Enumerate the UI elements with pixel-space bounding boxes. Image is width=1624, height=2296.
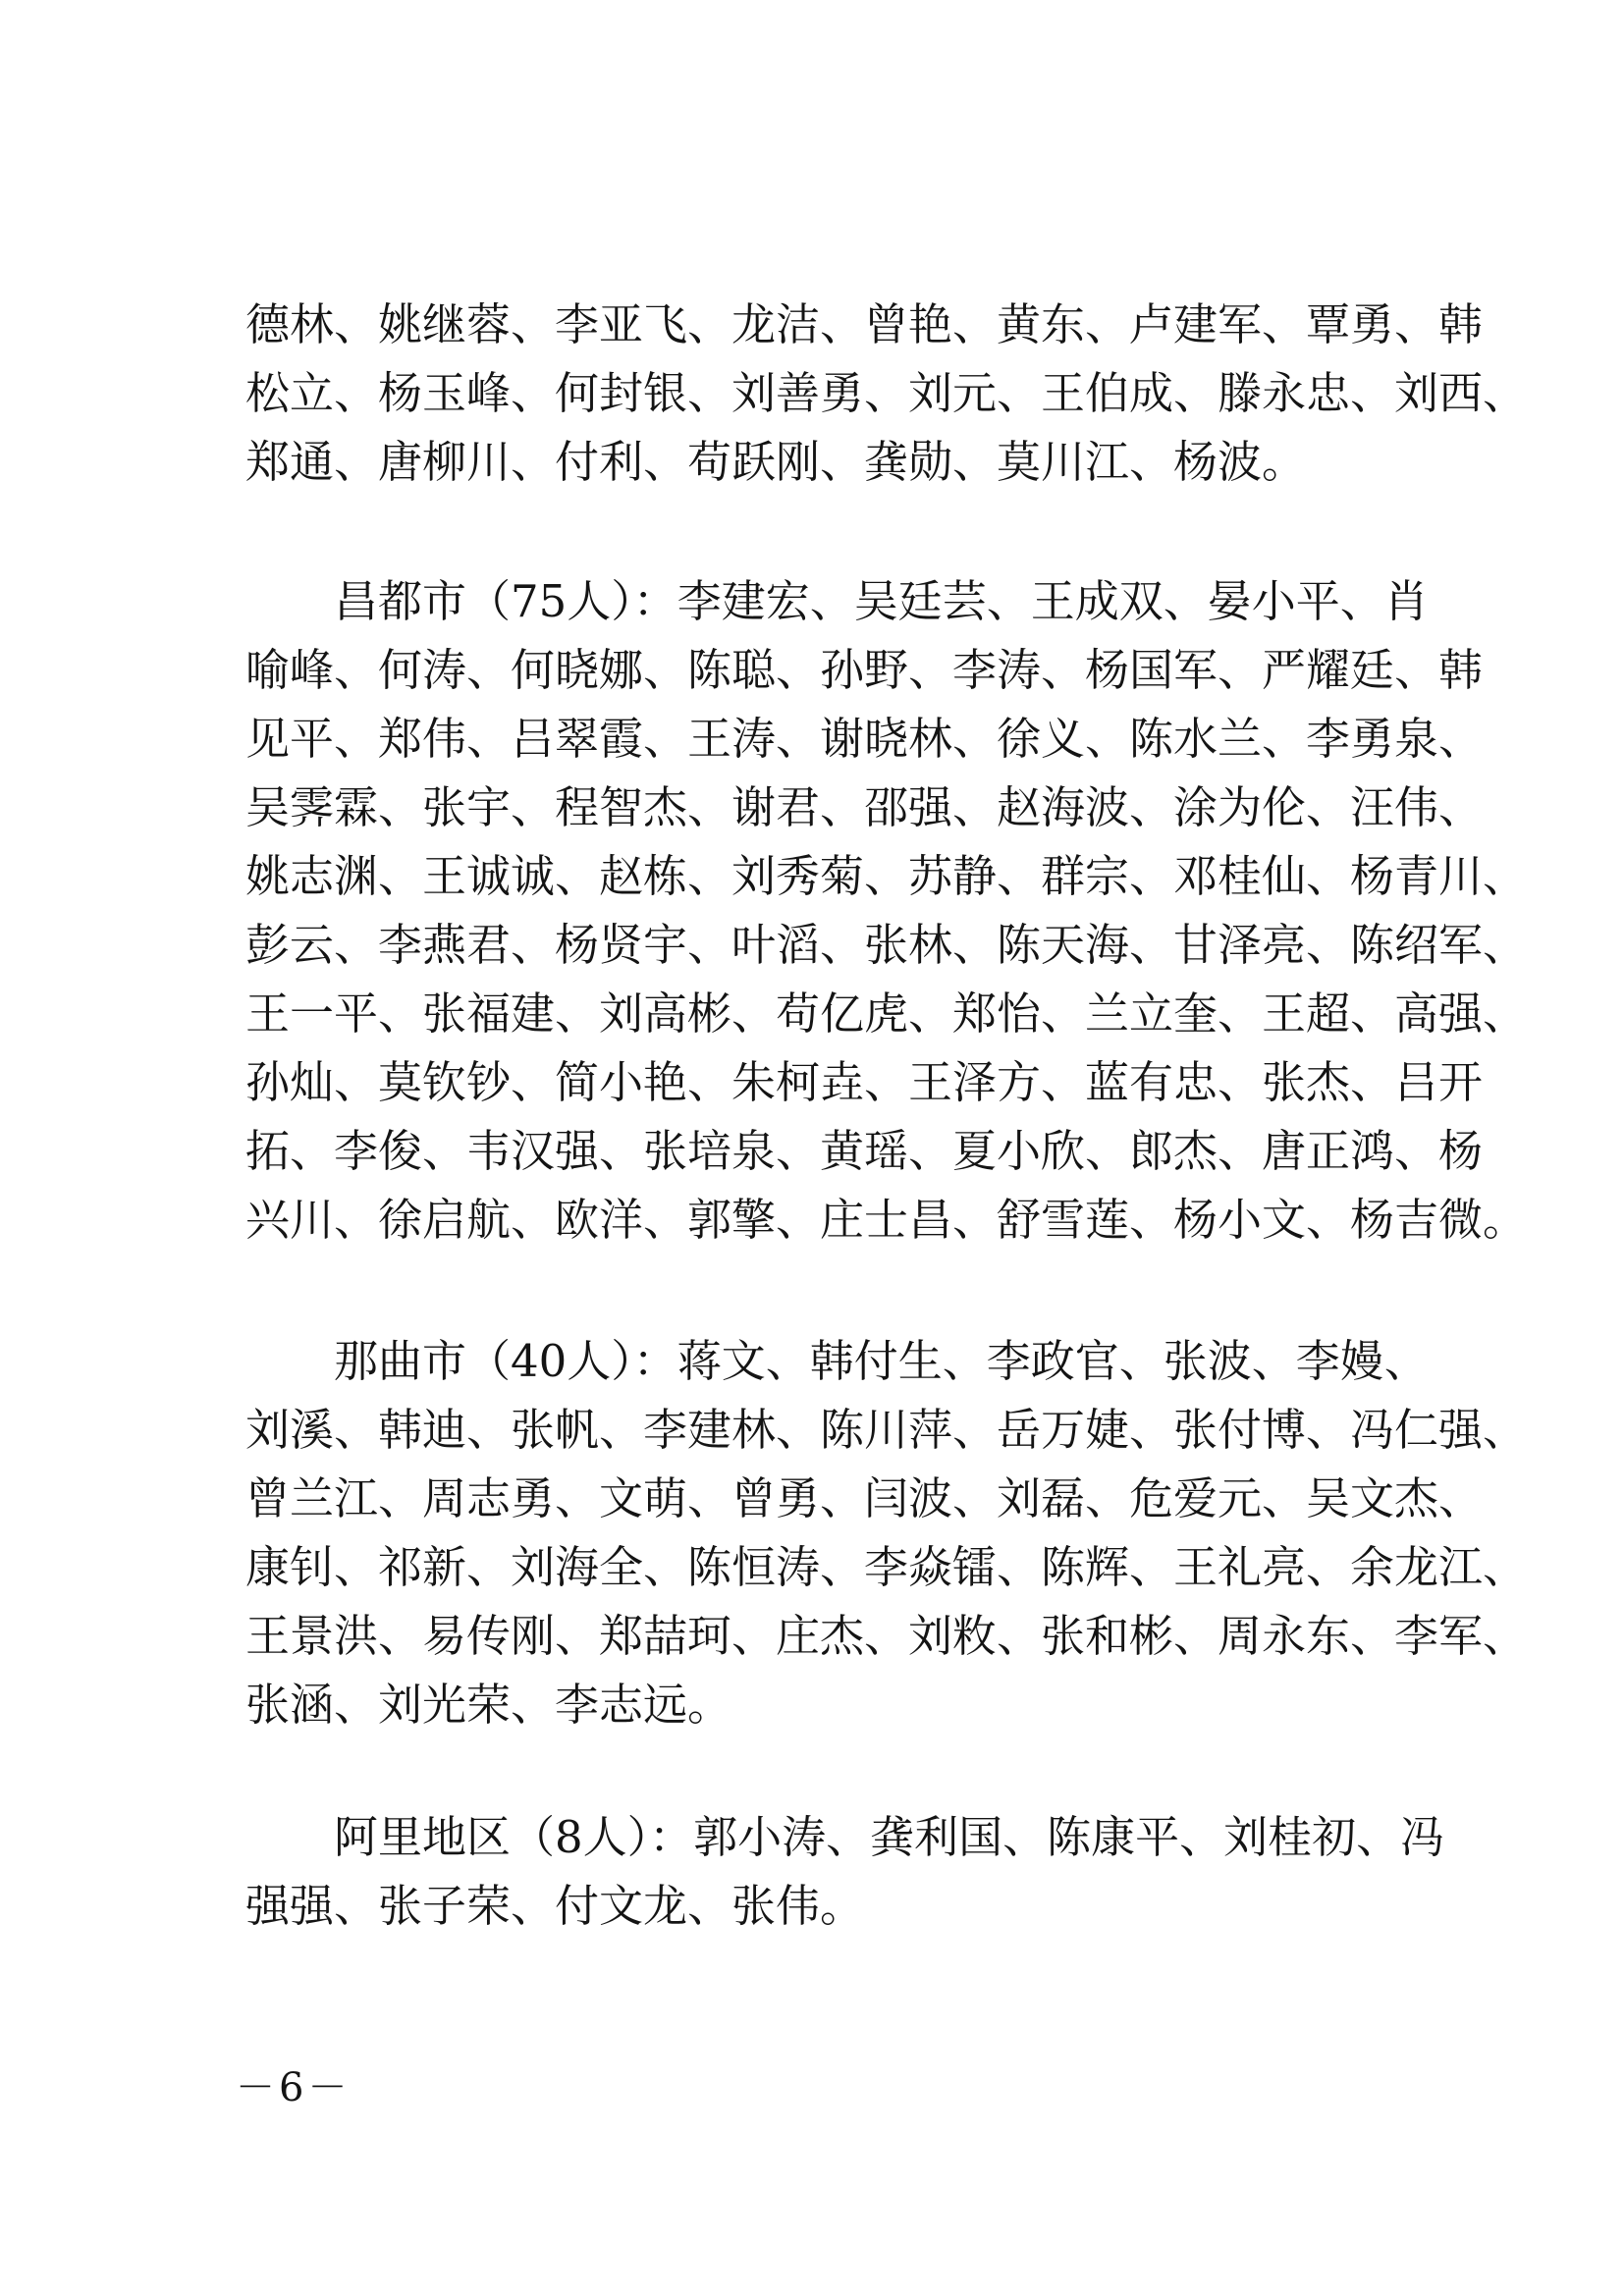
text-line: 见平、郑伟、吕翠霞、王涛、谢晓林、徐义、陈水兰、李勇泉、 — [245, 713, 1484, 765]
text-line: 张涵、刘光荣、李志远。 — [245, 1679, 732, 1731]
text-line: 德林、姚继蓉、李亚飞、龙洁、曾艳、黄东、卢建军、覃勇、韩 — [245, 298, 1484, 350]
text-line: 强强、张子荣、付文龙、张伟。 — [245, 1880, 865, 1932]
text-line: 喻峰、何涛、何晓娜、陈聪、孙野、李涛、杨国军、严耀廷、韩 — [245, 644, 1484, 696]
section-heading-line: 那曲市（40人）：蒋文、韩付生、李政官、张波、李嫚、 — [334, 1335, 1429, 1387]
text-line: 吴霁霖、张宇、程智杰、谢君、邵强、赵海波、涂为伦、汪伟、 — [245, 781, 1484, 833]
section-heading-line: 阿里地区（8人）：郭小涛、龚利国、陈康平、刘桂初、冯 — [334, 1811, 1445, 1863]
text-line: 康钊、祁新、刘海全、陈恒涛、李焱镭、陈辉、王礼亮、余龙江、 — [245, 1541, 1528, 1593]
changdu-section — [245, 567, 1528, 1255]
text-line: 松立、杨玉峰、何封银、刘善勇、刘元、王伯成、滕永忠、刘西、 — [245, 367, 1528, 419]
text-line: 姚志渊、王诚诚、赵栋、刘秀菊、苏静、群宗、邓桂仙、杨青川、 — [245, 850, 1528, 902]
text-line: 王一平、张福建、刘高彬、苟亿虎、郑怡、兰立奎、王超、高强、 — [245, 988, 1528, 1040]
ali-section — [245, 1803, 1445, 1941]
text-line: 刘溪、韩迪、张帆、李建林、陈川萍、岳万婕、张付博、冯仁强、 — [245, 1404, 1528, 1456]
text-line: 郑通、唐柳川、付利、苟跃刚、龚勋、莫川江、杨波。 — [245, 436, 1307, 488]
text-line: 拓、李俊、韦汉强、张培泉、黄瑶、夏小欣、郎杰、唐正鸿、杨 — [245, 1125, 1484, 1177]
page-number: －6－ — [236, 2065, 352, 2110]
continued-name-list — [245, 291, 1528, 497]
text-line: 曾兰江、周志勇、文萌、曾勇、闫波、刘磊、危爱元、吴文杰、 — [245, 1472, 1484, 1524]
text-line: 彭云、李燕君、杨贤宇、叶滔、张林、陈天海、甘泽亮、陈绍军、 — [245, 919, 1528, 971]
text-line: 兴川、徐启航、欧洋、郭擎、庄士昌、舒雪莲、杨小文、杨吉微。 — [245, 1194, 1528, 1246]
text-line: 王景洪、易传刚、郑喆珂、庄杰、刘敉、张和彬、周永东、李军、 — [245, 1610, 1528, 1662]
naqu-section — [245, 1327, 1528, 1739]
section-heading-line: 昌都市（75人）：李建宏、吴廷芸、王成双、晏小平、肖 — [334, 575, 1429, 627]
text-line: 孙灿、莫钦钞、简小艳、朱柯垚、王泽方、蓝有忠、张杰、吕开 — [245, 1056, 1484, 1108]
